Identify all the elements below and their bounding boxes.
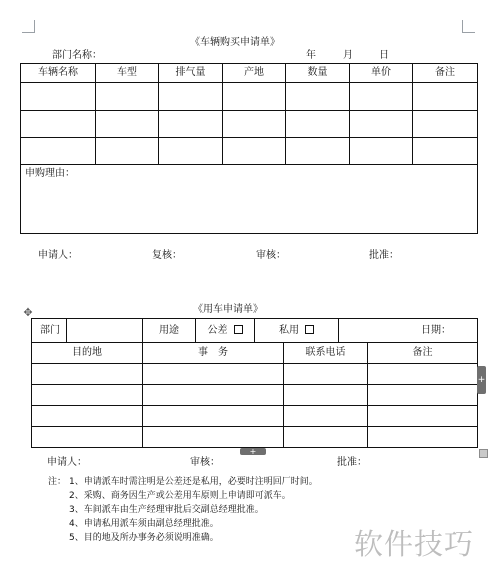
header-cell[interactable]: 产地 (223, 64, 286, 83)
dept-value-cell[interactable] (67, 319, 143, 343)
page-corner-mark-top-right (462, 20, 475, 33)
form1-review-label: 审核： (256, 250, 286, 261)
table-cell[interactable] (284, 406, 368, 427)
header-cell[interactable]: 排气量 (159, 64, 223, 83)
table-cell[interactable] (32, 406, 143, 427)
notes-prefix: 注： (48, 477, 67, 487)
dept-label: 部门 (32, 319, 67, 343)
public-checkbox-icon[interactable] (234, 325, 243, 334)
table-cell[interactable] (413, 83, 478, 111)
table-cell[interactable] (96, 138, 159, 165)
table-cell[interactable] (96, 111, 159, 138)
header-cell[interactable]: 联系电话 (284, 343, 368, 364)
table-cell[interactable] (223, 83, 286, 111)
header-cell[interactable]: 车辆名称 (21, 64, 96, 83)
table-cell[interactable] (350, 83, 413, 111)
table-cell[interactable] (286, 138, 350, 165)
public-option[interactable] (196, 319, 255, 343)
table-cell[interactable] (368, 427, 478, 448)
reason-row (21, 165, 478, 234)
table-cell[interactable] (143, 406, 284, 427)
vehicle-use-detail-table (31, 342, 478, 448)
table-cell[interactable] (159, 111, 223, 138)
date-label: 日期： (339, 319, 478, 343)
table-cell[interactable] (284, 385, 368, 406)
table-header-row (21, 64, 478, 83)
form1-title: 《车辆购买申请单》 (190, 37, 280, 48)
form1-approve-label: 批准： (369, 250, 399, 261)
private-option[interactable] (255, 319, 339, 343)
table-cell[interactable] (368, 364, 478, 385)
note-item: 5、目的地及所办事务必须说明准确。 (69, 533, 219, 543)
table-row (32, 427, 478, 448)
form2-approve-label: 批准： (337, 457, 367, 468)
table-cell[interactable] (21, 83, 96, 111)
table-cell[interactable] (143, 427, 284, 448)
reason-cell[interactable] (21, 165, 478, 234)
table-cell[interactable] (368, 406, 478, 427)
table-cell[interactable] (32, 385, 143, 406)
form1-dept-label: 部门名称： (52, 50, 102, 61)
public-label: 公差 (207, 324, 228, 336)
table-cell[interactable] (350, 111, 413, 138)
page-corner-mark-top-left (22, 20, 35, 33)
form1-date-year: 年 (306, 50, 316, 61)
table-row (32, 385, 478, 406)
table-cell[interactable] (143, 364, 284, 385)
table-cell[interactable] (96, 83, 159, 111)
table-row (21, 83, 478, 111)
table-cell[interactable] (21, 111, 96, 138)
table-cell[interactable] (286, 111, 350, 138)
purpose-label: 用途 (143, 319, 196, 343)
table-cell[interactable] (223, 111, 286, 138)
table-cell[interactable] (284, 427, 368, 448)
table-row (21, 111, 478, 138)
watermark-text: 软件技巧 (354, 527, 475, 561)
note-item: 3、车间派车由生产经理审批后交副总经理批准。 (69, 505, 264, 515)
table-header-row (32, 343, 478, 364)
form1-applicant-label: 申请人： (38, 250, 78, 261)
form2-title: 《用车申请单》 (193, 304, 263, 315)
add-row-plus-icon[interactable]: + (240, 448, 266, 455)
info-row (32, 319, 478, 343)
table-cell[interactable] (223, 138, 286, 165)
header-cell[interactable]: 备注 (368, 343, 478, 364)
form1-date-day: 日 (379, 50, 389, 61)
form1-date-month: 月 (343, 50, 353, 61)
vehicle-purchase-table (20, 63, 478, 234)
header-cell[interactable]: 单价 (350, 64, 413, 83)
table-row (32, 406, 478, 427)
header-cell[interactable]: 事 务 (143, 343, 284, 364)
header-cell[interactable]: 数量 (286, 64, 350, 83)
table-cell[interactable] (159, 138, 223, 165)
table-cell[interactable] (286, 83, 350, 111)
table-cell[interactable] (413, 111, 478, 138)
header-cell[interactable]: 车型 (96, 64, 159, 83)
table-cell[interactable] (413, 138, 478, 165)
table-cell[interactable] (350, 138, 413, 165)
table-cell[interactable] (368, 385, 478, 406)
table-cell[interactable] (143, 385, 284, 406)
table-cell[interactable] (32, 427, 143, 448)
header-cell[interactable]: 备注 (413, 64, 478, 83)
note-item: 2、采购、商务因生产或公差用车原则上申请即可派车。 (69, 491, 291, 501)
table-move-handle-icon[interactable]: ✥ (23, 306, 33, 319)
vehicle-use-table (31, 318, 478, 343)
form1-recheck-label: 复核： (152, 250, 182, 261)
add-column-plus-icon[interactable]: + (477, 366, 486, 394)
table-row (21, 138, 478, 165)
reason-label: 申购理由： (25, 168, 75, 179)
form2-review-label: 审核： (190, 457, 220, 468)
table-cell[interactable] (159, 83, 223, 111)
note-item: 4、申请私用派车须由副总经理批准。 (69, 519, 219, 529)
table-resize-handle-icon[interactable] (479, 449, 488, 458)
table-row (32, 364, 478, 385)
note-item: 1、申请派车时需注明是公差还是私用，必要时注明回厂时间。 (69, 477, 318, 487)
table-cell[interactable] (21, 138, 96, 165)
private-label: 私用 (279, 324, 299, 336)
table-cell[interactable] (32, 364, 143, 385)
form2-applicant-label: 申请人： (47, 457, 87, 468)
private-checkbox-icon[interactable] (305, 325, 314, 334)
table-cell[interactable] (284, 364, 368, 385)
header-cell[interactable]: 目的地 (32, 343, 143, 364)
